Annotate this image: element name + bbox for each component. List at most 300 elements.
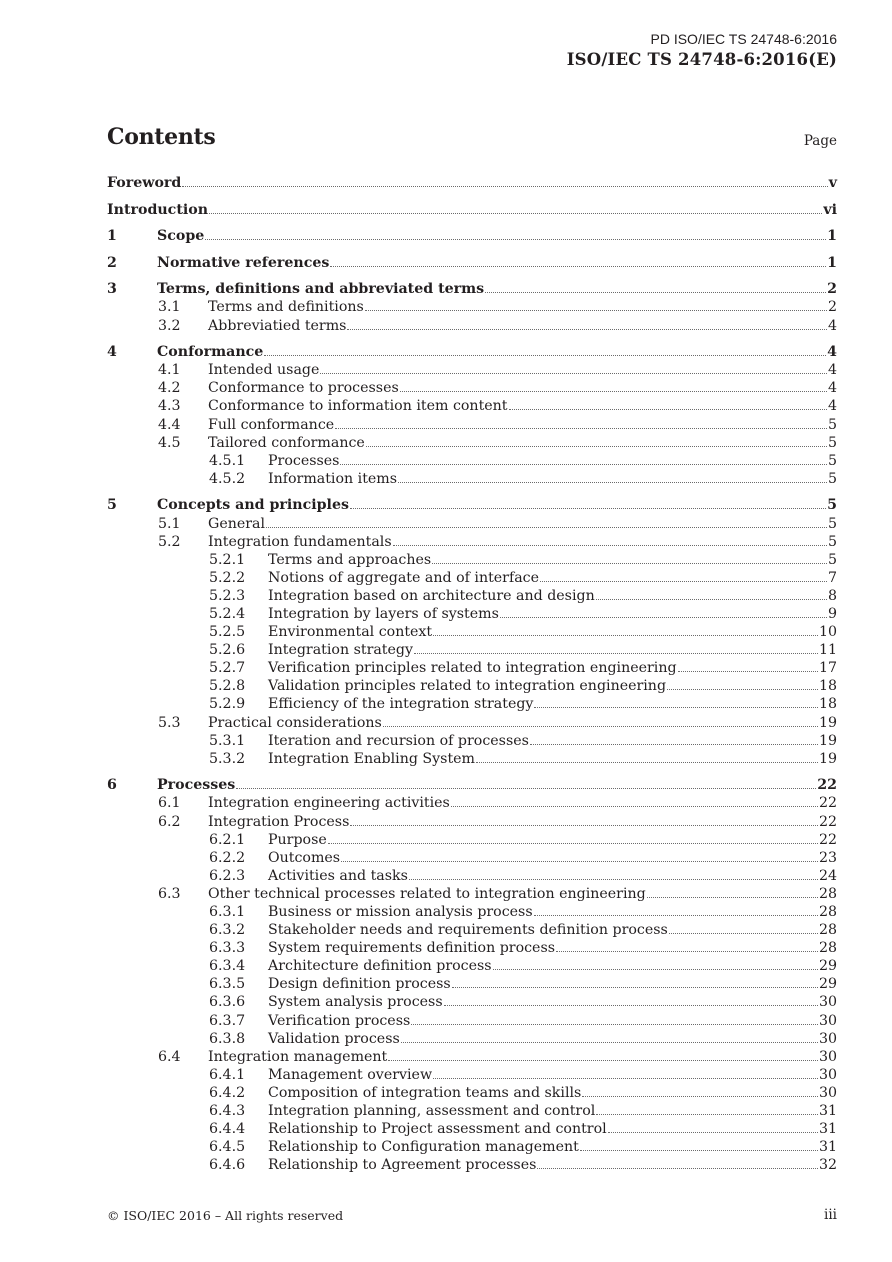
footer-copyright: © ISO/IEC 2016 – All rights reserved [107, 1208, 344, 1223]
toc-entry-line [268, 750, 837, 768]
toc-entry-page: 19 [818, 732, 837, 749]
toc-entry[interactable] [107, 849, 837, 867]
toc-entry-title: Integration engineering activities [208, 795, 450, 812]
toc-entry-line [268, 551, 837, 569]
toc-entry-page: 32 [818, 1157, 837, 1174]
toc-entry[interactable] [107, 280, 837, 298]
toc-entry-title: Activities and tasks [268, 867, 408, 884]
dot-leader [556, 950, 818, 952]
dot-leader [411, 1023, 818, 1025]
toc-entry[interactable] [107, 776, 837, 794]
toc-entry-page: 22 [817, 777, 837, 794]
toc-entry-page: 22 [818, 831, 837, 848]
toc-entry-number: 4.5.2 [209, 470, 246, 487]
dot-leader [582, 1095, 818, 1097]
toc-entry[interactable] [107, 605, 837, 623]
dot-leader [433, 634, 818, 636]
dot-leader [320, 372, 827, 374]
toc-entry-number: 6.3.8 [209, 1030, 246, 1047]
toc-entry-number: 6.3.3 [209, 940, 246, 957]
toc-entry-line [268, 587, 837, 605]
toc-entry-line [268, 569, 837, 587]
header-document-id: ISO/IEC TS 24748-6:2016(E) [566, 50, 837, 69]
toc-entry-title: Full conformance [208, 416, 335, 433]
toc-entry[interactable] [107, 921, 837, 939]
toc-entry-number: 6.4.3 [209, 1103, 246, 1119]
toc-entry-title: Outcomes [268, 849, 341, 866]
toc-entry[interactable] [107, 659, 837, 677]
dot-leader [400, 390, 827, 392]
toc-entry-title: General [208, 515, 266, 532]
dot-leader [266, 526, 827, 528]
toc-entry-number: 4 [107, 344, 117, 361]
toc-entry-number: 6.4.1 [209, 1066, 246, 1083]
toc-entry-line [157, 254, 837, 272]
toc-entry-title: Foreword [107, 175, 182, 191]
toc-entry-line [268, 732, 837, 750]
toc-entry[interactable] [107, 732, 837, 750]
toc-entry-number: 5.2.4 [209, 605, 246, 622]
toc-entry-title: Tailored conformance [208, 434, 365, 451]
toc-entry-page: 1 [827, 254, 837, 271]
toc-entry-title: Normative references [157, 254, 330, 271]
toc-entry-line [268, 921, 837, 939]
toc-entry-title: Practical considerations [208, 714, 382, 731]
toc-entry-number: 6.3.1 [209, 903, 246, 920]
toc-entry-line [268, 957, 837, 975]
toc-entry-number: 6.3.2 [209, 922, 246, 939]
toc-entry-title: Verification process [268, 1012, 411, 1029]
toc-entry[interactable] [107, 227, 837, 245]
toc-entry[interactable] [107, 515, 837, 533]
toc-entry-number: 3.2 [158, 317, 181, 334]
dot-leader [341, 860, 818, 862]
toc-entry-line [268, 1138, 837, 1156]
toc-entry[interactable] [107, 317, 837, 335]
toc-entry-page: v [828, 175, 837, 191]
toc-entry[interactable] [107, 201, 837, 219]
toc-entry-line [157, 496, 837, 514]
toc-entry[interactable] [107, 470, 837, 488]
toc-entry-number: 6.1 [158, 795, 181, 812]
toc-entry-page: 19 [818, 714, 837, 731]
toc-entry-number: 6.3.4 [209, 958, 246, 975]
toc-entry-title: Integration strategy [268, 642, 414, 659]
toc-entry-page: 11 [818, 642, 837, 659]
toc-entry-line [268, 1120, 837, 1138]
toc-entry-title: Introduction [107, 201, 209, 218]
toc-entry-page: 22 [818, 795, 837, 812]
dot-leader [534, 706, 817, 708]
toc-entry-number: 5 [107, 497, 117, 514]
toc-entry[interactable] [107, 903, 837, 921]
toc-entry-title: Conformance to processes [208, 380, 399, 397]
dot-leader [264, 354, 826, 356]
toc-entry[interactable] [107, 885, 837, 903]
toc-entry-page: 2 [827, 299, 837, 316]
toc-entry-title: Other technical processes related to integration engineering [208, 885, 646, 902]
toc-entry-number: 6.2.1 [209, 831, 246, 848]
toc-entry[interactable] [107, 939, 837, 957]
toc-entry-number: 6.4 [158, 1048, 181, 1065]
dot-leader [209, 212, 822, 214]
footer-page-number: iii [824, 1207, 837, 1223]
toc-entry[interactable] [107, 1030, 837, 1048]
toc-entry[interactable] [107, 343, 837, 361]
dot-leader [365, 309, 827, 311]
toc-entry-title: Verification principles related to integration engineering [268, 660, 677, 677]
toc-entry-number: 6.2 [158, 813, 181, 830]
toc-entry-title: Relationship to Configuration management [268, 1139, 579, 1156]
toc-entry-number: 5.3.2 [209, 750, 246, 767]
toc-entry[interactable] [107, 533, 837, 551]
toc-entry-line [208, 416, 837, 434]
toc-entry[interactable] [107, 993, 837, 1011]
toc-entry-line [268, 659, 837, 677]
toc-entry-number: 4.3 [158, 398, 181, 415]
dot-leader [350, 824, 818, 826]
dot-leader [647, 896, 818, 898]
dot-leader [433, 1077, 818, 1079]
toc-entry-title: Integration Process [208, 813, 350, 830]
toc-entry-number: 5.2 [158, 533, 181, 550]
toc-entry-page: 9 [827, 605, 837, 622]
toc-entry-line [208, 379, 837, 397]
dot-leader [383, 725, 818, 727]
toc-entry-line [268, 831, 837, 849]
toc-entry-page: 5 [827, 452, 837, 469]
toc-entry-page: 4 [827, 317, 837, 334]
toc-entry-page: 5 [827, 470, 837, 487]
toc-entry-page: 28 [818, 940, 837, 957]
toc-entry-page: 10 [818, 624, 837, 641]
toc-entry-page: 31 [818, 1103, 837, 1119]
toc-entry-page: 5 [827, 497, 837, 514]
toc-entry[interactable] [107, 957, 837, 975]
toc-entry-number: 5.2.5 [209, 624, 246, 641]
toc-entry-number: 4.5.1 [209, 452, 246, 469]
toc-entry-line [208, 397, 837, 415]
toc-entry-page: 7 [827, 569, 837, 586]
toc-entry[interactable] [107, 569, 837, 587]
toc-entry-page: 4 [827, 362, 837, 379]
toc-entry-line [268, 993, 837, 1011]
dot-leader [500, 616, 827, 618]
dot-leader [678, 670, 818, 672]
toc-entry-title: Iteration and recursion of processes [268, 732, 529, 749]
page-column-label: Page [803, 133, 837, 149]
dot-leader [452, 986, 818, 988]
dot-leader [335, 427, 827, 429]
dot-leader [669, 932, 818, 934]
toc-entry[interactable] [107, 379, 837, 397]
toc-entry[interactable] [107, 1048, 837, 1066]
toc-entry-page: 29 [818, 976, 837, 993]
toc-entry[interactable] [107, 587, 837, 605]
dot-leader [580, 1149, 818, 1151]
toc-entry[interactable] [107, 975, 837, 993]
toc-entry[interactable] [107, 867, 837, 885]
dot-leader [366, 445, 827, 447]
toc-entry-page: 4 [827, 380, 837, 397]
toc-entry-line [268, 623, 837, 641]
toc-entry[interactable] [107, 641, 837, 659]
toc-entry[interactable] [107, 397, 837, 415]
toc-entry-title: Intended usage [208, 362, 320, 379]
toc-entry-title: Conformance [157, 344, 264, 361]
toc-entry-title: Information items [268, 470, 398, 487]
page-title: Contents [107, 124, 216, 150]
toc-entry-title: Integration management [208, 1048, 388, 1065]
toc-entry-line [208, 515, 837, 533]
toc-entry-number: 6.2.3 [209, 867, 246, 884]
toc-entry-line [268, 452, 837, 470]
toc-entry-number: 3.1 [158, 299, 181, 316]
toc-entry-number: 1 [107, 228, 117, 245]
dot-leader [444, 1004, 818, 1006]
toc-entry[interactable] [107, 1120, 837, 1138]
toc-entry[interactable] [107, 1156, 837, 1174]
toc-entry-page: 30 [818, 1012, 837, 1029]
toc-entry-title: System analysis process [268, 994, 443, 1011]
toc-entry-number: 6.3.7 [209, 1012, 246, 1029]
toc-entry-line [268, 1102, 837, 1120]
toc-entry[interactable] [107, 551, 837, 569]
toc-entry[interactable] [107, 1066, 837, 1084]
dot-leader [328, 842, 818, 844]
toc-entry-title: Integration planning, assessment and control [268, 1103, 596, 1119]
dot-leader [398, 481, 827, 483]
toc-entry-line [208, 885, 837, 903]
toc-entry-title: Stakeholder needs and requirements definition process [268, 922, 668, 939]
toc-entry-line [268, 1030, 837, 1048]
toc-entry-number: 5.1 [158, 515, 181, 532]
toc-entry-line [268, 903, 837, 921]
toc-entry-title: Relationship to Project assessment and control [268, 1121, 607, 1138]
dot-leader [537, 1167, 818, 1169]
toc-entry[interactable] [107, 1102, 837, 1120]
toc-entry-title: Abbreviatied terms [208, 317, 347, 334]
toc-entry-page: 30 [818, 1030, 837, 1047]
toc-entry[interactable] [107, 496, 837, 514]
toc-entry-title: System requirements definition process [268, 940, 556, 957]
toc-entry-number: 4.5 [158, 434, 181, 451]
toc-entry-title: Business or mission analysis process [268, 903, 533, 920]
dot-leader [451, 805, 818, 807]
toc-entry-line [208, 1048, 837, 1066]
toc-entry-line [268, 1066, 837, 1084]
toc-entry-line [208, 794, 837, 812]
dot-leader [182, 185, 827, 187]
dot-leader [596, 1113, 818, 1115]
toc-entry-line [268, 939, 837, 957]
toc-entry-line [208, 533, 837, 551]
toc-entry-line [157, 343, 837, 361]
toc-entry-number: 4.1 [158, 362, 181, 379]
dot-leader [667, 688, 818, 690]
toc-entry-title: Architecture definition process [268, 958, 492, 975]
toc-entry[interactable] [107, 677, 837, 695]
toc-entry-number: 6.4.2 [209, 1084, 246, 1101]
toc-entry-title: Composition of integration teams and skills [268, 1084, 582, 1101]
dot-leader [509, 408, 827, 410]
toc-entry-title: Validation principles related to integration engineering [268, 678, 667, 695]
dot-leader [347, 328, 827, 330]
toc-entry[interactable] [107, 361, 837, 379]
toc-entry-page: 28 [818, 922, 837, 939]
toc-entry-line [157, 776, 837, 794]
toc-entry-number: 6.3.6 [209, 994, 246, 1011]
toc-entry-line [208, 317, 837, 335]
toc-entry-line [268, 641, 837, 659]
toc-entry-page: 2 [827, 281, 837, 298]
toc-entry-number: 5.2.9 [209, 696, 246, 713]
toc-entry-title: Management overview [268, 1066, 433, 1083]
toc-entry-page: 30 [818, 1048, 837, 1065]
toc-entry-line [208, 361, 837, 379]
toc-entry[interactable] [107, 750, 837, 768]
toc-entry-title: Processes [157, 777, 236, 794]
toc-entry-number: 5.2.6 [209, 642, 246, 659]
toc-entry-number: 4.2 [158, 380, 181, 397]
toc-entry-page: 5 [827, 551, 837, 568]
toc-entry-page: 17 [818, 660, 837, 677]
toc-entry-number: 3 [107, 281, 117, 298]
toc-entry[interactable] [107, 452, 837, 470]
dot-leader [409, 878, 818, 880]
toc-entry-line [268, 1156, 837, 1174]
toc-entry-line [268, 695, 837, 713]
toc-entry[interactable] [107, 714, 837, 732]
toc-entry-title: Integration by layers of systems [268, 605, 499, 622]
toc-entry[interactable] [107, 1138, 837, 1156]
toc-entry-page: 8 [827, 587, 837, 604]
header-standard-id: PD ISO/IEC TS 24748-6:2016 [650, 31, 837, 47]
toc-entry-title: Validation process [268, 1030, 400, 1047]
dot-leader [401, 1041, 818, 1043]
toc-entry-number: 5.2.3 [209, 587, 246, 604]
dot-leader [393, 544, 827, 546]
toc-entry[interactable] [107, 1084, 837, 1102]
toc-entry-page: 19 [818, 750, 837, 767]
toc-entry-title: Integration fundamentals [208, 533, 392, 550]
toc-entry-page: 28 [818, 903, 837, 920]
toc-entry[interactable] [107, 794, 837, 812]
toc-entry-line [268, 849, 837, 867]
toc-entry-page: 4 [827, 344, 837, 361]
toc-entry-title: Scope [157, 228, 205, 245]
toc-entry[interactable] [107, 1012, 837, 1030]
toc-entry-number: 5.2.7 [209, 660, 246, 677]
toc-entry-line [208, 813, 837, 831]
toc-entry-title: Notions of aggregate and of interface [268, 569, 540, 586]
toc-entry-number: 5.3.1 [209, 732, 246, 749]
toc-entry-number: 2 [107, 254, 117, 271]
dot-leader [608, 1131, 818, 1133]
toc-entry[interactable] [107, 254, 837, 272]
toc-entry-line [157, 280, 837, 298]
toc-entry-number: 6.3.5 [209, 976, 246, 993]
toc-entry-line [157, 227, 837, 245]
toc-entry-number: 6.4.5 [209, 1139, 246, 1156]
dot-leader [493, 968, 818, 970]
toc-entry-page: 18 [818, 678, 837, 695]
toc-entry-line [208, 298, 837, 316]
dot-leader [485, 291, 826, 293]
toc-entry-number: 5.2.1 [209, 551, 246, 568]
toc-entry[interactable] [107, 831, 837, 849]
toc-entry-number: 4.4 [158, 416, 181, 433]
toc-entry-page: 30 [818, 1084, 837, 1101]
toc-entry[interactable] [107, 298, 837, 316]
toc-entry-page: 5 [827, 533, 837, 550]
toc-entry-number: 5.2.2 [209, 569, 246, 586]
toc-entry-number: 5.3 [158, 714, 181, 731]
toc-entry-number: 6.3 [158, 885, 181, 902]
toc-entry-page: 31 [818, 1121, 837, 1138]
dot-leader [530, 743, 818, 745]
toc-entry-page: vi [823, 201, 837, 218]
dot-leader [330, 265, 826, 267]
toc-entry[interactable] [107, 695, 837, 713]
dot-leader [432, 562, 827, 564]
dot-leader [476, 761, 818, 763]
toc-entry-page: 1 [827, 228, 837, 245]
toc-entry[interactable] [107, 623, 837, 641]
toc-entry-page: 30 [818, 994, 837, 1011]
dot-leader [340, 463, 827, 465]
toc-entry[interactable] [107, 174, 837, 192]
dot-leader [350, 507, 826, 509]
toc-entry-title: Terms and definitions [208, 299, 364, 316]
toc-entry-title: Terms, definitions and abbreviated terms [157, 281, 485, 298]
toc-entry-number: 6.4.4 [209, 1121, 246, 1138]
toc-entry-title: Conformance to information item content [208, 398, 508, 415]
toc-entry-line [268, 1012, 837, 1030]
toc-entry-line [268, 867, 837, 885]
dot-leader [388, 1059, 818, 1061]
toc-entry[interactable] [107, 813, 837, 831]
dot-leader [205, 238, 826, 240]
toc-entry-number: 6.2.2 [209, 849, 246, 866]
toc-entry-title: Integration based on architecture and design [268, 587, 595, 604]
toc-entry-line [268, 1084, 837, 1102]
toc-entry-title: Environmental context [268, 624, 433, 641]
toc-entry[interactable] [107, 434, 837, 452]
toc-entry-line [268, 470, 837, 488]
toc-entry-page: 31 [818, 1139, 837, 1156]
toc-entry-page: 28 [818, 885, 837, 902]
toc-entry-title: Integration Enabling System [268, 750, 475, 767]
toc-entry-line [268, 677, 837, 695]
toc-entry-page: 4 [827, 398, 837, 415]
toc-entry-number: 6.4.6 [209, 1157, 246, 1174]
toc-entry-page: 5 [827, 434, 837, 451]
toc-entry-line [208, 434, 837, 452]
dot-leader [596, 598, 827, 600]
toc-entry-line [268, 975, 837, 993]
toc-entry-number: 6 [107, 777, 117, 794]
toc-entry-page: 5 [827, 416, 837, 433]
toc-entry-title: Relationship to Agreement processes [268, 1157, 537, 1174]
toc-entry-page: 18 [818, 696, 837, 713]
toc-entry-title: Concepts and principles [157, 497, 349, 514]
toc-entry[interactable] [107, 416, 837, 434]
dot-leader [414, 652, 818, 654]
toc-entry-page: 22 [818, 813, 837, 830]
table-of-contents [107, 174, 837, 1174]
toc-entry-title: Design definition process [268, 976, 451, 993]
